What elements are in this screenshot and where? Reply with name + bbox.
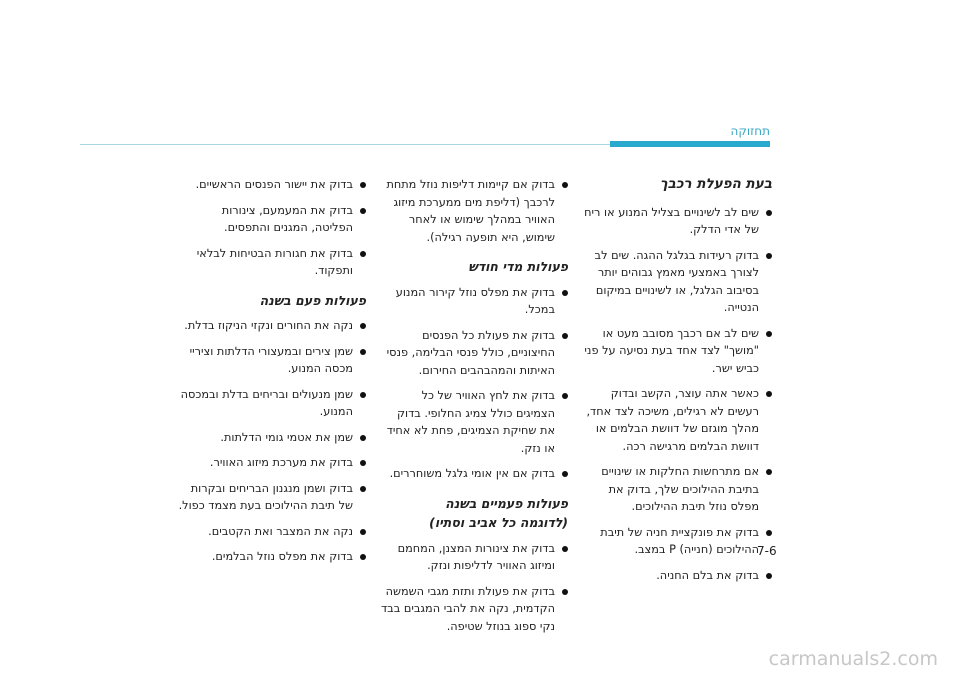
- list-item: כאשר אתה עוצר, הקשב ובדוק רעשים לא רגילים, משיכה לצד אחד, מהלך מוגזם של דוושת הבלמים או דוושת הבלמים מרגישה רכה.: [584, 385, 772, 455]
- list-item: בדוק ושמן מנגנון הבריחים ובקרות של תיבת ההילוכים בעת מצמד כפול.: [178, 480, 366, 515]
- page-number: 7-6: [757, 544, 777, 558]
- list-item: שים לב לשינויים בצליל המנוע או ריח של אדי הדלק.: [584, 204, 772, 239]
- list-item: בדוק את המעמעם, צינורות הפליטה, המגנים והתפסים.: [178, 202, 366, 237]
- list-item: בדוק את בלם החניה.: [584, 567, 772, 585]
- heading-monthly: פעולות מדי חודש: [468, 259, 568, 274]
- yearly-checklist: [178, 317, 366, 566]
- header-accent-bar: [610, 141, 770, 147]
- list-item: שמן מנעולים ובריחים בדלת ובמכסה המנוע.: [178, 386, 366, 421]
- subheading-twice-yearly: (לדוגמה כל אביב וסתיו): [429, 515, 568, 530]
- middle-column: [380, 176, 568, 643]
- list-item: בדוק אם אין אומי גלגל משוחררים.: [380, 465, 568, 483]
- section-title: תחזוקה: [730, 124, 770, 138]
- list-item: בדוק את פונקציית חניה של תיבת ההילוכים (חנייה) P במצב.: [584, 524, 772, 559]
- right-column: [584, 176, 772, 592]
- header-rule: [80, 144, 610, 145]
- list-item: בדוק את צינורות המצנן, המחמם ומיזוג האוויר לדליפות ונזק.: [380, 540, 568, 575]
- list-item: בדוק את מפלס נוזל הבלמים.: [178, 548, 366, 566]
- heading-twice-yearly: פעולות פעמיים בשנה: [445, 495, 568, 511]
- monthly-checklist: [380, 284, 568, 483]
- list-item: שמן את אטמי גומי הדלתות.: [178, 429, 366, 447]
- list-item: נקה את החורים ונקזי הניקוז בדלת.: [178, 317, 366, 335]
- list-item: בדוק את יישור הפנסים הראשיים.: [178, 176, 366, 194]
- list-item: בדוק את מפלס נוזל קירור המנוע במכל.: [380, 284, 568, 319]
- leak-checklist: [380, 176, 568, 246]
- list-item: בדוק את פעולת ותזת מגבי השמשה הקדמית, נקה את להבי המגבים בבד נקי ספוג בנוזל שטיפה.: [380, 583, 568, 636]
- list-item: בדוק את מערכת מיזוג האוויר.: [178, 454, 366, 472]
- list-item: נקה את המצבר ואת הקטבים.: [178, 523, 366, 541]
- heading-driving: בעת הפעלת רכבך: [659, 176, 772, 192]
- list-item: אם מתרחשות החלקות או שינויים בתיבת ההילוכים שלך, בדוק את מפלס נוזל תיבת ההילוכים.: [584, 463, 772, 516]
- list-item: בדוק את פעולת כל הפנסים החיצוניים, כולל פנסי הבלימה, פנסי האיתות והמהבהבים החירום.: [380, 327, 568, 380]
- left-column: [178, 176, 366, 574]
- list-item: שמן צירים ובמעצורי הדלתות וציריי מכסה המנוע.: [178, 343, 366, 378]
- driving-checklist: [584, 204, 772, 585]
- list-item: שים לב אם רכבך מסובב מעט או "מושך" לצד אחד בעת נסיעה על פני כביש ישר.: [584, 325, 772, 378]
- list-item: בדוק אם קיימות דליפות נוזל מתחת לרכבך (דליפת מים ממערכת מיזוג האוויר במהלך שימוש או לאחר שימוש, היא תופעה רגילה).: [380, 176, 568, 246]
- list-item: בדוק את חגורות הבטיחות לבלאי ותפקוד.: [178, 245, 366, 280]
- watermark: carmanuals2.com: [768, 648, 938, 670]
- heading-yearly: פעולות פעם בשנה: [259, 292, 366, 308]
- list-item: בדוק את לחץ האוויר של כל הצמיגים כולל צמיג החלופי. בדוק את שחיקת הצמיגים, פחת לא אחיד או נזק.: [380, 387, 568, 457]
- list-item: בדוק רעידות בגלגל ההגה. שים לב לצורך באמצעי מאמץ גבוהים יותר בסיבוב הגלגל, או לשינויים במיקום הנטייה.: [584, 247, 772, 317]
- twice-yearly-checklist: [380, 540, 568, 636]
- misc-checklist: [178, 176, 366, 280]
